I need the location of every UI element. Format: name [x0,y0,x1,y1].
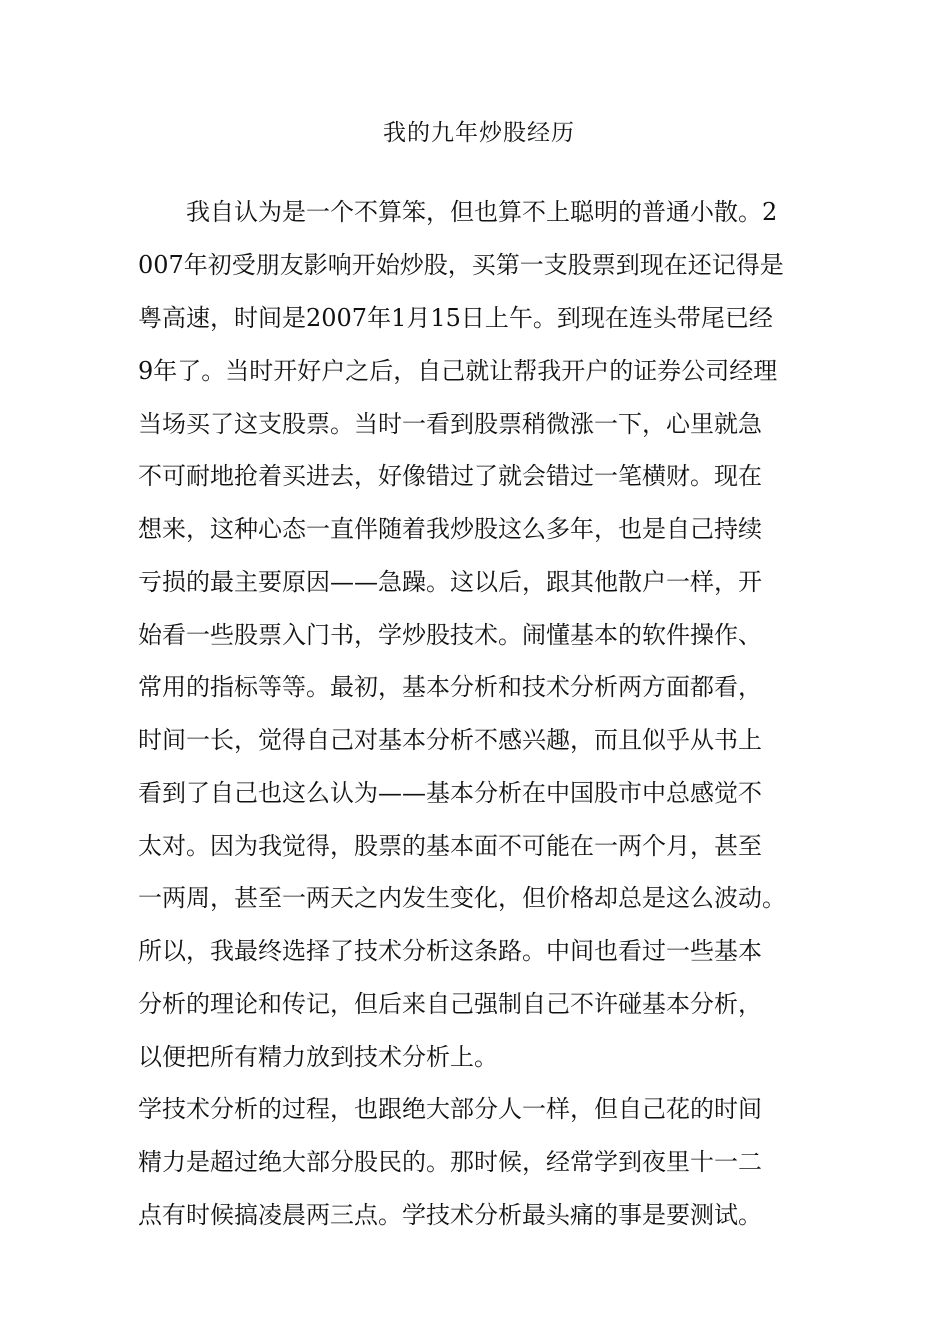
body-line-12: 看到了自己也这么认为——基本分析在中国股市中总感觉不 [138,779,762,807]
body-line-3: 粤高速，时间是2007年1月15日上午。到现在连头带尾已经 [138,304,773,332]
body-line-16: 分析的理论和传记，但后来自己强制自己不许碰基本分析， [138,990,762,1018]
document-title: 我的九年炒股经历 [383,120,575,146]
body-line-7: 想来，这种心态一直伴随着我炒股这么多年，也是自己持续 [138,515,762,543]
body-line-17: 以便把所有精力放到技术分析上。 [138,1043,498,1071]
body-line-1: 我自认为是一个不算笨，但也算不上聪明的普通小散。2 [138,198,778,226]
body-line-14: 一两周，甚至一两天之内发生变化，但价格却总是这么波动。 [138,884,786,912]
body-line-5: 当场买了这支股票。当时一看到股票稍微涨一下，心里就急 [138,410,762,438]
body-line-9: 始看一些股票入门书，学炒股技术。闹懂基本的软件操作、 [138,621,762,649]
body-line-18: 学技术分析的过程，也跟绝大部分人一样，但自己花的时间 [138,1095,762,1123]
body-line-20: 点有时候搞凌晨两三点。学技术分析最头痛的事是要测试。 [138,1201,762,1229]
body-line-8: 亏损的最主要原因——急躁。这以后，跟其他散户一样，开 [138,568,762,596]
body-line-2: 007年初受朋友影响开始炒股，买第一支股票到现在还记得是 [138,251,784,279]
body-line-11: 时间一长，觉得自己对基本分析不感兴趣，而且似乎从书上 [138,726,762,754]
body-line-6: 不可耐地抢着买进去，好像错过了就会错过一笔横财。现在 [138,462,762,490]
body-line-15: 所以，我最终选择了技术分析这条路。中间也看过一些基本 [138,937,762,965]
body-line-13: 太对。因为我觉得，股票的基本面不可能在一两个月，甚至 [138,832,762,860]
body-line-19: 精力是超过绝大部分股民的。那时候，经常学到夜里十一二 [138,1148,762,1176]
body-line-10: 常用的指标等等。最初，基本分析和技术分析两方面都看， [138,673,762,701]
body-line-4: 9年了。当时开好户之后，自己就让帮我开户的证券公司经理 [138,357,778,385]
